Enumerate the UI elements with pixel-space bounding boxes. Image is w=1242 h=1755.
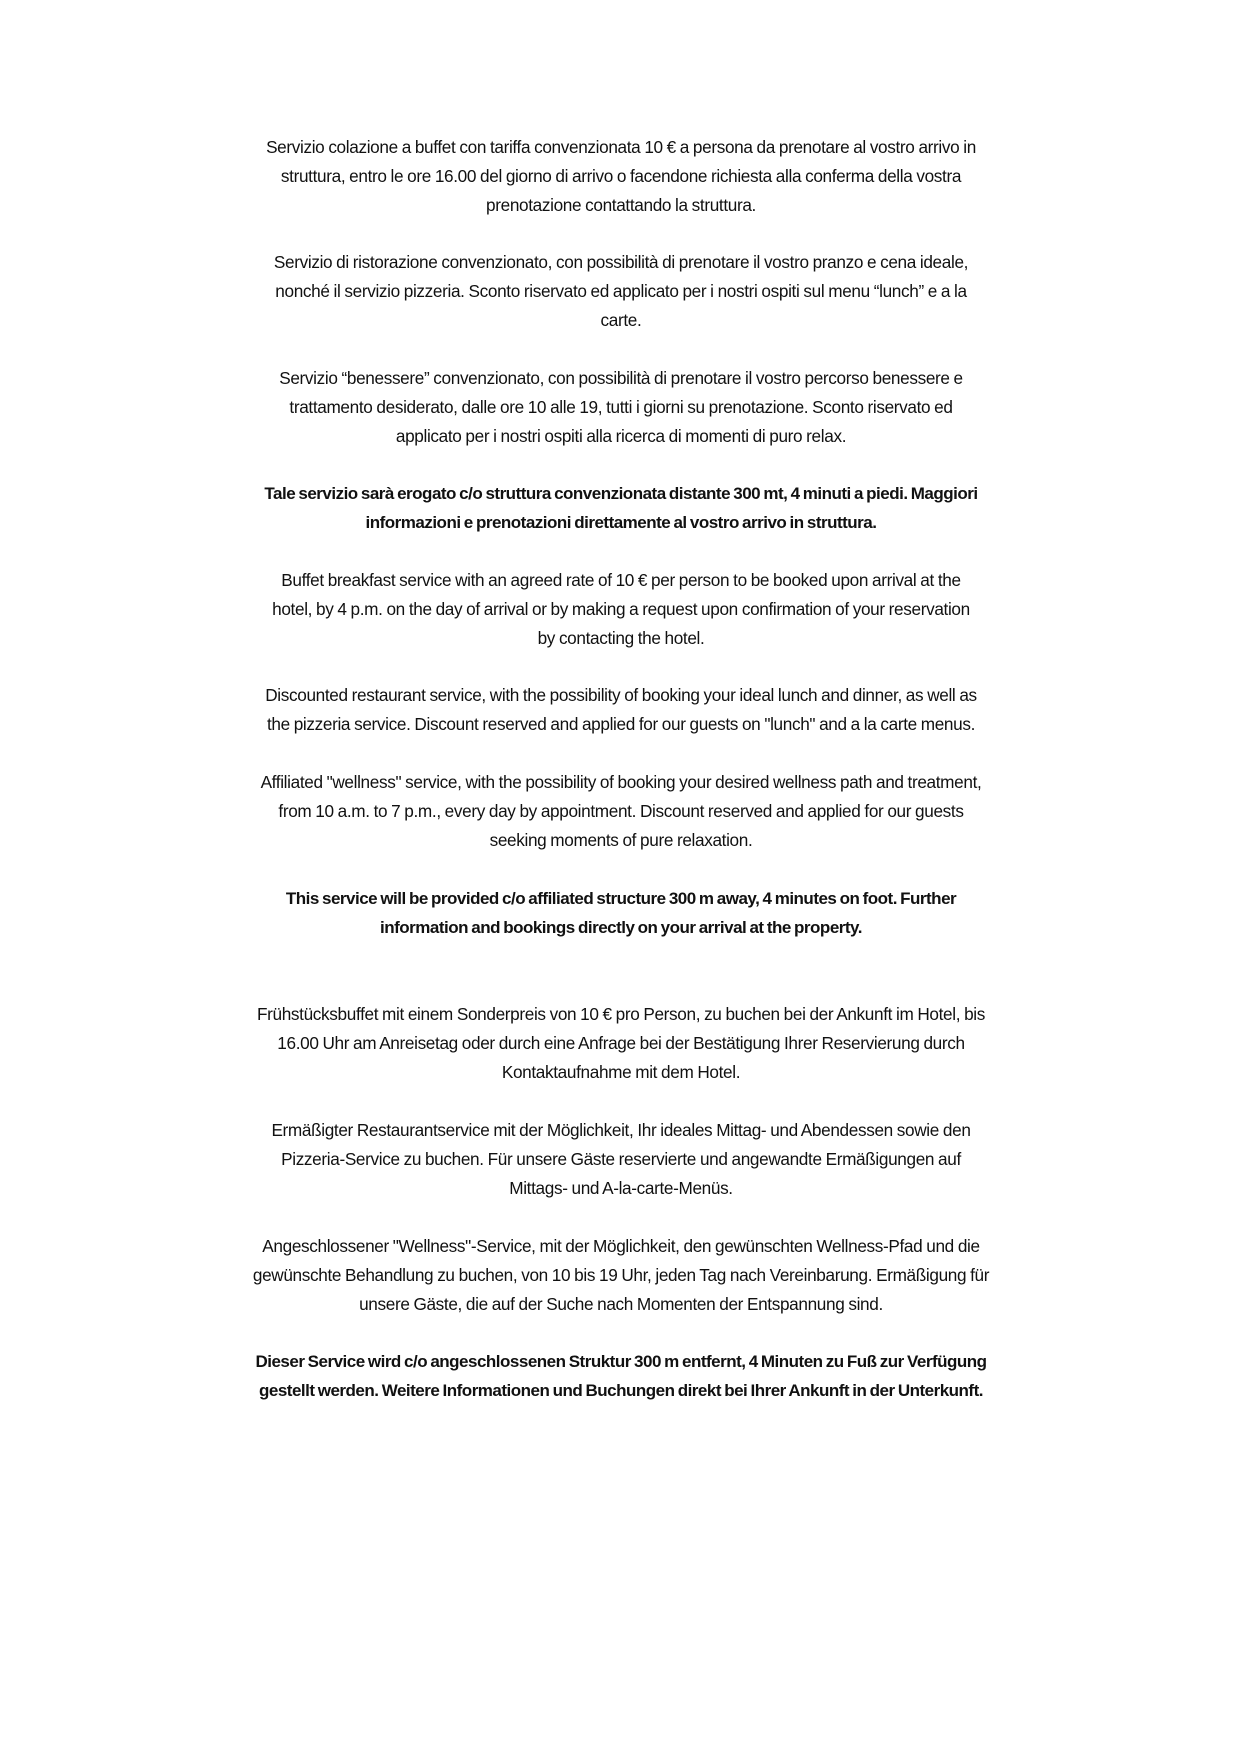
paragraph-line: Buffet breakfast service with an agreed rate of 10 € per person to be booked upon arrival at the xyxy=(281,570,961,590)
paragraph-line: Tale servizio sarà erogato c/o struttura convenzionata distante 300 mt, 4 minuti a piedi. Maggiori xyxy=(264,484,978,503)
en-notice-paragraph xyxy=(130,884,1112,942)
paragraph-line: Servizio di ristorazione convenzionato, con possibilità di prenotare il vostro pranzo e cena ideale, xyxy=(273,252,969,272)
it-restaurant-paragraph xyxy=(130,248,1112,335)
de-wellness-paragraph xyxy=(130,1232,1112,1319)
it-notice-paragraph xyxy=(130,479,1112,537)
paragraph-line: Kontaktaufnahme mit dem Hotel. xyxy=(501,1062,741,1082)
paragraph-line: seeking moments of pure relaxation. xyxy=(489,830,753,850)
paragraph-line: unsere Gäste, die auf der Suche nach Momenten der Entspannung sind. xyxy=(359,1294,883,1314)
paragraph-line: Pizzeria-Service zu buchen. Für unsere Gäste reservierte und angewandte Ermäßigungen auf xyxy=(281,1149,961,1169)
paragraph-line: trattamento desiderato, dalle ore 10 alle 19, tutti i giorni su prenotazione. Sconto riservato ed xyxy=(289,397,953,417)
paragraph-line: Servizio “benessere” convenzionato, con possibilità di prenotare il vostro percorso benessere e xyxy=(279,368,963,388)
it-wellness-paragraph xyxy=(130,364,1112,451)
it-breakfast-paragraph xyxy=(130,133,1112,220)
paragraph-line: This service will be provided c/o affiliated structure 300 m away, 4 minutes on foot. Further xyxy=(285,889,957,908)
paragraph-line: applicato per i nostri ospiti alla ricerca di momenti di puro relax. xyxy=(395,426,847,446)
paragraph-line: the pizzeria service. Discount reserved and applied for our guests on "lunch" and a la carte menus. xyxy=(266,714,976,734)
paragraph-line: Angeschlossener "Wellness"-Service, mit der Möglichkeit, den gewünschten Wellness-Pfad und die xyxy=(262,1236,980,1256)
paragraph-line: Dieser Service wird c/o angeschlossenen Struktur 300 m entfernt, 4 Minuten zu Fuß zur Verfügung xyxy=(255,1352,987,1371)
de-restaurant-paragraph xyxy=(130,1116,1112,1203)
paragraph-line: information and bookings directly on your arrival at the property. xyxy=(380,918,862,937)
paragraph-line: from 10 a.m. to 7 p.m., every day by appointment. Discount reserved and applied for our guests xyxy=(278,801,964,821)
paragraph-line: struttura, entro le ore 16.00 del giorno di arrivo o facendone richiesta alla conferma della vostra xyxy=(280,166,962,186)
paragraph-line: Frühstücksbuffet mit einem Sonderpreis von 10 € pro Person, zu buchen bei der Ankunft im Hotel, bis xyxy=(256,1004,986,1024)
paragraph-line: hotel, by 4 p.m. on the day of arrival or by making a request upon confirmation of your reservation xyxy=(272,599,970,619)
paragraph-line: Discounted restaurant service, with the possibility of booking your ideal lunch and dinner, as well as xyxy=(265,685,977,705)
paragraph-line: gestellt werden. Weitere Informationen und Buchungen direkt bei Ihrer Ankunft in der Unterkunft. xyxy=(259,1381,983,1400)
paragraph-line: Affiliated "wellness" service, with the possibility of booking your desired wellness path and treatment, xyxy=(260,772,982,792)
en-wellness-paragraph xyxy=(130,768,1112,855)
paragraph-line: gewünschte Behandlung zu buchen, von 10 bis 19 Uhr, jeden Tag nach Vereinbarung. Ermäßigung für xyxy=(252,1265,990,1285)
paragraph-line: carte. xyxy=(600,310,642,330)
de-notice-paragraph xyxy=(130,1347,1112,1405)
paragraph-line: Mittags- und A-la-carte-Menüs. xyxy=(509,1178,733,1198)
paragraph-line: by contacting the hotel. xyxy=(537,628,705,648)
paragraph-line: 16.00 Uhr am Anreisetag oder durch eine Anfrage bei der Bestätigung Ihrer Reservierung durch xyxy=(277,1033,965,1053)
paragraph-line: Servizio colazione a buffet con tariffa convenzionata 10 € a persona da prenotare al vostro arrivo in xyxy=(266,137,976,157)
paragraph-line: prenotazione contattando la struttura. xyxy=(486,195,756,215)
paragraph-line: nonché il servizio pizzeria. Sconto riservato ed applicato per i nostri ospiti sul menu “lunch” e a la xyxy=(275,281,967,301)
en-restaurant-paragraph xyxy=(130,681,1112,739)
en-breakfast-paragraph xyxy=(130,566,1112,653)
paragraph-line: informazioni e prenotazioni direttamente al vostro arrivo in struttura. xyxy=(365,513,877,532)
de-breakfast-paragraph xyxy=(130,1000,1112,1087)
paragraph-line: Ermäßigter Restaurantservice mit der Möglichkeit, Ihr ideales Mittag- und Abendessen sowie den xyxy=(271,1120,971,1140)
